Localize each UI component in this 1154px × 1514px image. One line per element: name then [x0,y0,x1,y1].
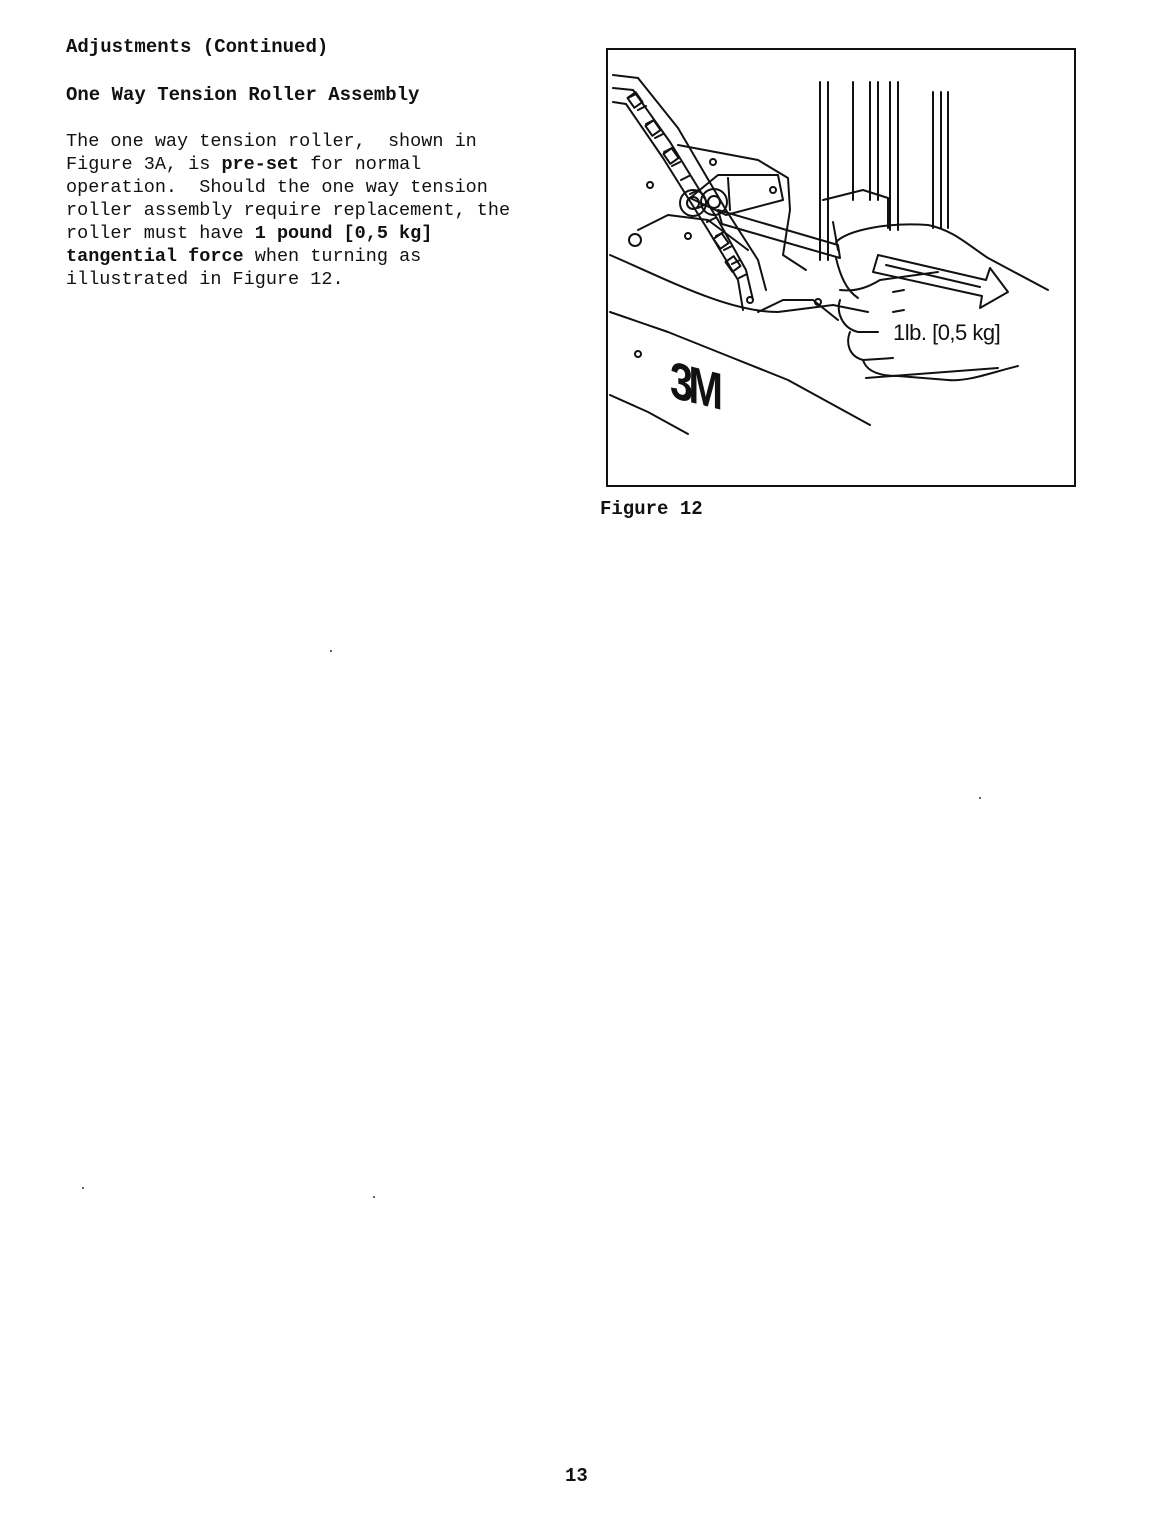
body-text-run: Figure 3A, is [66,154,222,175]
3m-logo: 3M [670,351,719,422]
body-line [66,222,566,245]
force-arrow [873,255,1008,308]
page-number: 13 [565,1465,588,1487]
body-line [66,153,566,176]
scan-speck [979,797,981,799]
figure-12-illustration [606,48,1076,487]
subsection-title: One Way Tension Roller Assembly [66,84,420,106]
figure-caption: Figure 12 [600,498,703,520]
body-line: roller assembly require replacement, the [66,200,511,221]
body-line: illustrated in Figure 12. [66,269,344,290]
body-bold-run: pre-set [221,154,300,175]
inclined-rail [613,75,766,310]
body-line: The one way tension roller, shown in [66,131,477,152]
section-title: Adjustments (Continued) [66,36,329,58]
force-label: 1lb. [0,5 kg] [893,320,1001,345]
body-text-run: roller must have [66,223,255,244]
body-paragraph [66,130,566,291]
vertical-posts [820,82,948,260]
body-bold-run: 1 pound [0,5 kg] [254,223,433,244]
body-line: operation. Should the one way tension [66,177,488,198]
scan-speck [330,650,332,652]
body-bold-run: tangential force [66,246,244,267]
hand [836,224,1048,380]
body-text-run: for normal [299,154,422,175]
body-line [66,245,566,268]
scan-speck [373,1196,375,1198]
body-text-run: when turning as [243,246,422,267]
roller-assembly-drawing [608,50,1076,487]
scan-speck [82,1187,84,1189]
